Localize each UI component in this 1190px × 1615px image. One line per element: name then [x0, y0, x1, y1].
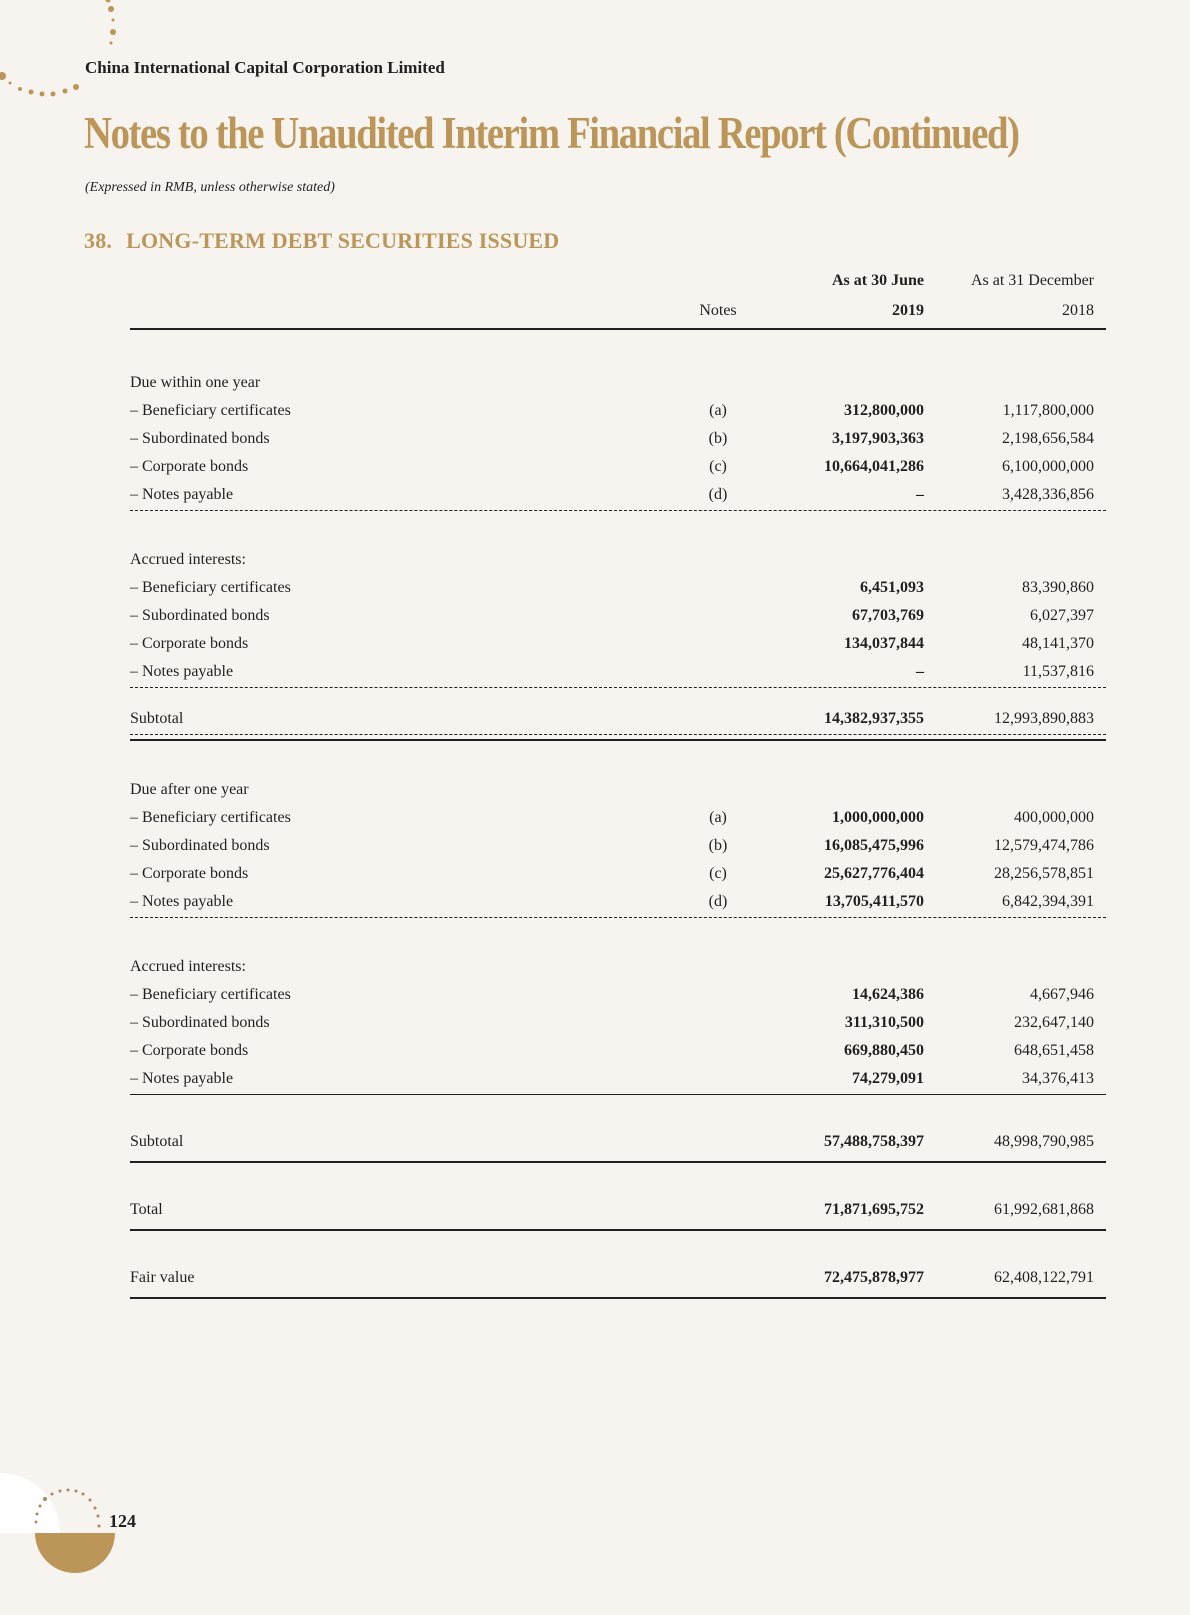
row-prior-value: 232,647,140: [1014, 1014, 1094, 1031]
table-header: [130, 266, 1106, 330]
row-note: (c): [709, 865, 727, 882]
row-note: (b): [708, 430, 728, 447]
row-current-value: 57,488,758,397: [824, 1133, 924, 1150]
group-heading-row: [130, 370, 1106, 398]
row-label: – Notes payable: [130, 486, 234, 503]
row-prior-value: 61,992,681,868: [994, 1201, 1094, 1218]
row-prior-value: 34,376,413: [1022, 1070, 1094, 1087]
table-row: [130, 861, 1106, 889]
row-current-value: 13,705,411,570: [824, 893, 924, 910]
currency-note: (Expressed in RMB, unless otherwise stated): [85, 180, 335, 195]
row-label: – Subordinated bonds: [130, 1014, 270, 1031]
row-prior-value: 648,651,458: [1014, 1042, 1094, 1059]
table-row: [130, 659, 1106, 688]
row-label: – Subordinated bonds: [130, 607, 270, 624]
row-label: – Beneficiary certificates: [130, 986, 291, 1003]
row-prior-value: 11,537,816: [1022, 663, 1094, 680]
row-prior-value: 400,000,000: [1014, 809, 1094, 826]
subtotal-row: [130, 688, 1106, 735]
group-heading-row: [130, 954, 1106, 982]
row-label: – Corporate bonds: [130, 865, 249, 882]
row-label: Subtotal: [130, 1133, 184, 1150]
table-row: [130, 398, 1106, 426]
row-prior-value: 12,993,890,883: [994, 710, 1094, 727]
total-row: [130, 1163, 1106, 1231]
row-current-value: 72,475,878,977: [824, 1269, 924, 1286]
table-row: [130, 1038, 1106, 1066]
row-current-value: –: [916, 486, 924, 503]
group-heading: Due within one year: [130, 374, 261, 391]
decorative-dots-top: [0, 0, 130, 110]
row-label: – Subordinated bonds: [130, 430, 270, 447]
section-heading: [84, 228, 559, 254]
row-prior-value: 6,100,000,000: [1002, 458, 1094, 475]
table-row: [130, 631, 1106, 659]
row-prior-value: 2,198,656,584: [1002, 430, 1094, 447]
row-note: (a): [709, 402, 727, 419]
table-row: [130, 982, 1106, 1010]
column-header-prior-line2: 2018: [1062, 302, 1094, 319]
column-header-notes: Notes: [699, 302, 737, 319]
table-row: [130, 805, 1106, 833]
row-current-value: 14,624,386: [852, 986, 924, 1003]
row-prior-value: 28,256,578,851: [994, 865, 1094, 882]
row-prior-value: 62,408,122,791: [994, 1269, 1094, 1286]
row-current-value: 74,279,091: [852, 1070, 924, 1087]
row-current-value: 71,871,695,752: [824, 1201, 924, 1218]
table-row: [130, 833, 1106, 861]
row-current-value: 10,664,041,286: [824, 458, 924, 475]
row-label: Subtotal: [130, 710, 184, 727]
row-label: – Subordinated bonds: [130, 837, 270, 854]
table-row: [130, 1066, 1106, 1095]
row-current-value: 6,451,093: [860, 579, 924, 596]
row-note: (b): [708, 837, 728, 854]
row-label: – Corporate bonds: [130, 458, 249, 475]
company-name: China International Capital Corporation Limited: [85, 58, 445, 77]
table-row: [130, 889, 1106, 918]
row-label: – Corporate bonds: [130, 635, 249, 652]
row-label: – Notes payable: [130, 893, 234, 910]
table-row: [130, 482, 1106, 511]
row-note: (c): [709, 458, 727, 475]
group-heading-row: [130, 777, 1106, 805]
fair-value-row: [130, 1231, 1106, 1299]
row-note: (a): [709, 809, 727, 826]
row-current-value: 669,880,450: [844, 1042, 924, 1059]
column-header-current-line1: As at 30 June: [831, 272, 924, 289]
row-current-value: 25,627,776,404: [824, 865, 924, 882]
section-title: LONG-TERM DEBT SECURITIES ISSUED: [126, 228, 560, 253]
row-current-value: 67,703,769: [852, 607, 924, 624]
row-label: Fair value: [130, 1269, 195, 1286]
table-row: [130, 575, 1106, 603]
row-note: (d): [708, 486, 728, 503]
row-label: – Notes payable: [130, 663, 234, 680]
group-heading: Due after one year: [130, 781, 249, 798]
row-current-value: 3,197,903,363: [832, 430, 924, 447]
column-header-prior-line1: As at 31 December: [970, 272, 1094, 289]
table-row: [130, 1010, 1106, 1038]
row-label: – Beneficiary certificates: [130, 402, 291, 419]
row-prior-value: 12,579,474,786: [994, 837, 1094, 854]
group-heading: Accrued interests:: [130, 551, 246, 568]
row-current-value: 134,037,844: [844, 635, 924, 652]
row-prior-value: 48,141,370: [1022, 635, 1094, 652]
group-heading: Accrued interests:: [130, 958, 246, 975]
row-prior-value: 83,390,860: [1022, 579, 1094, 596]
row-note: (d): [708, 893, 728, 910]
row-label: – Beneficiary certificates: [130, 579, 291, 596]
group-heading-row: [130, 547, 1106, 575]
section-number: 38.: [84, 228, 113, 253]
row-current-value: 312,800,000: [844, 402, 924, 419]
decorative-half-circle: [0, 1470, 130, 1615]
row-prior-value: 3,428,336,856: [1002, 486, 1094, 503]
table-row: [130, 603, 1106, 631]
row-prior-value: 4,667,946: [1030, 986, 1094, 1003]
page-number: 124: [109, 1511, 136, 1531]
row-prior-value: 6,842,394,391: [1002, 893, 1094, 910]
page-title: Notes to the Unaudited Interim Financial Report (Continued): [84, 108, 1019, 158]
debt-securities-table: [130, 266, 1106, 1299]
row-current-value: –: [916, 663, 924, 680]
column-header-current-line2: 2019: [892, 302, 924, 319]
row-label: – Notes payable: [130, 1070, 234, 1087]
subtotal-row: [130, 1095, 1106, 1163]
row-label: Total: [130, 1201, 163, 1218]
row-label: – Corporate bonds: [130, 1042, 249, 1059]
row-prior-value: 48,998,790,985: [994, 1133, 1094, 1150]
row-label: – Beneficiary certificates: [130, 809, 291, 826]
row-prior-value: 6,027,397: [1030, 607, 1094, 624]
row-current-value: 16,085,475,996: [824, 837, 924, 854]
row-current-value: 14,382,937,355: [824, 710, 924, 727]
table-row: [130, 454, 1106, 482]
table-row: [130, 426, 1106, 454]
row-prior-value: 1,117,800,000: [1002, 402, 1094, 419]
row-current-value: 311,310,500: [844, 1014, 924, 1031]
row-current-value: 1,000,000,000: [832, 809, 924, 826]
